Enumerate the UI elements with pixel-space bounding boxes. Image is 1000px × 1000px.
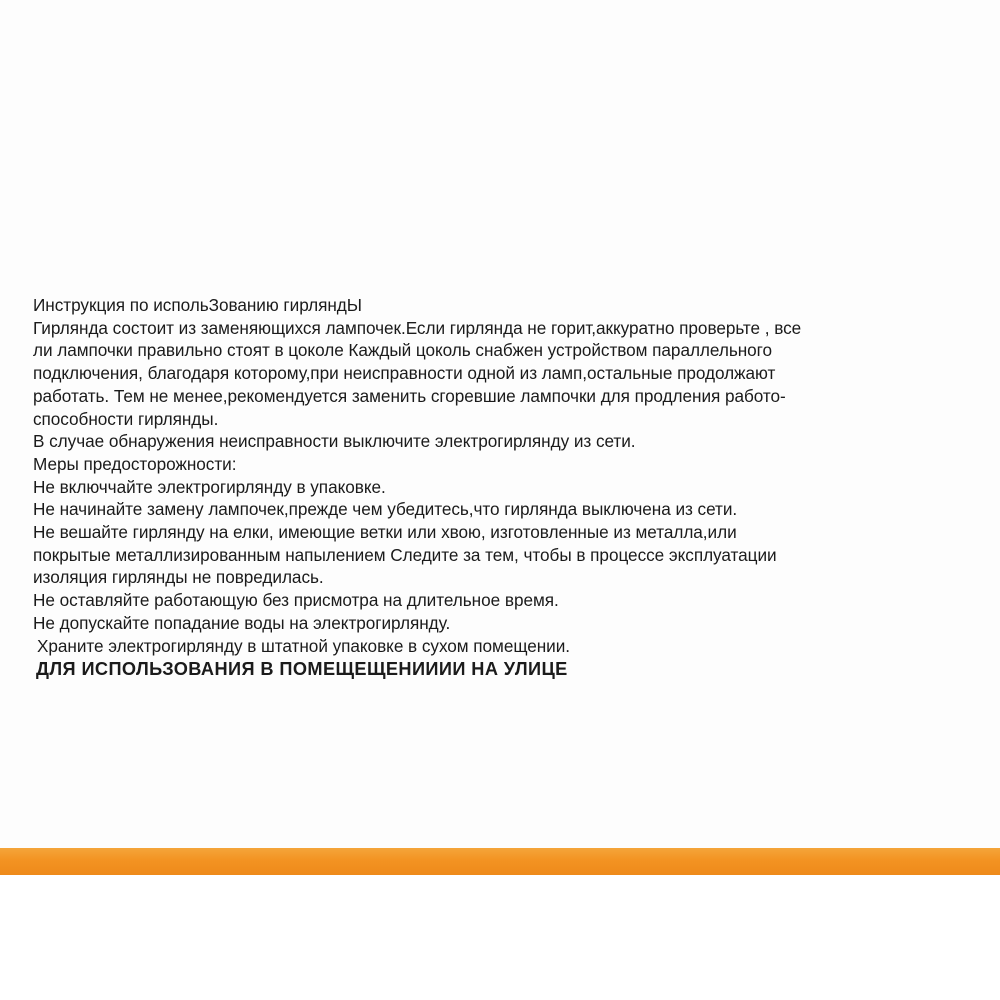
instruction-line: подключения, благодаря которому,при неисправности одной из ламп,остальные продолжают — [33, 363, 776, 384]
precaution-item: Не оставляйте работающую без присмотра на длительное время. — [33, 590, 559, 611]
precaution-item: покрытые металлизированным напылением Следите за тем, чтобы в процессе эксплуатации — [33, 544, 777, 565]
usage-caps-footer: ДЛЯ ИСПОЛЬЗОВАНИЯ В ПОМЕЩЕЩЕНИИИИ НА УЛИЦЕ — [36, 659, 568, 680]
instruction-line: Гирлянда состоит из заменяющихся лампочек.Если гирлянда не горит,аккуратно проверьте , все — [33, 317, 802, 338]
precaution-item: Не начинайте замену лампочек,прежде чем убедитесь,что гирлянда выключена из сети. — [33, 499, 738, 520]
instruction-text-block — [33, 294, 963, 681]
instruction-line: В случае обнаружения неисправности выключите электрогирлянду из сети. — [33, 431, 636, 452]
precaution-item: Не включчайте электрогирлянду в упаковке. — [33, 476, 386, 497]
instruction-line: способности гирлянды. — [33, 408, 219, 429]
precaution-item: изоляция гирлянды не повредилась. — [33, 567, 324, 588]
instruction-title: Инструкция по испольЗованию гирляндЫ — [33, 295, 362, 315]
precautions-heading: Меры предосторожности: — [33, 453, 237, 474]
precaution-item: Не вешайте гирлянду на елки, имеющие ветки или хвою, изготовленные из металла,или — [33, 522, 737, 543]
instruction-line: ли лампочки правильно стоят в цоколе Каждый цоколь снабжен устройством параллельного — [33, 340, 773, 361]
precaution-item: Не допускайте попадание воды на электрогирлянду. — [33, 612, 451, 633]
precaution-item: Храните электрогирлянду в штатной упаковке в сухом помещении. — [37, 635, 571, 656]
bottom-blank-area — [0, 875, 1000, 1000]
orange-stripe — [0, 848, 1000, 875]
instruction-line: работать. Тем не менее,рекомендуется заменить сгоревшие лампочки для продления работо- — [33, 385, 786, 406]
